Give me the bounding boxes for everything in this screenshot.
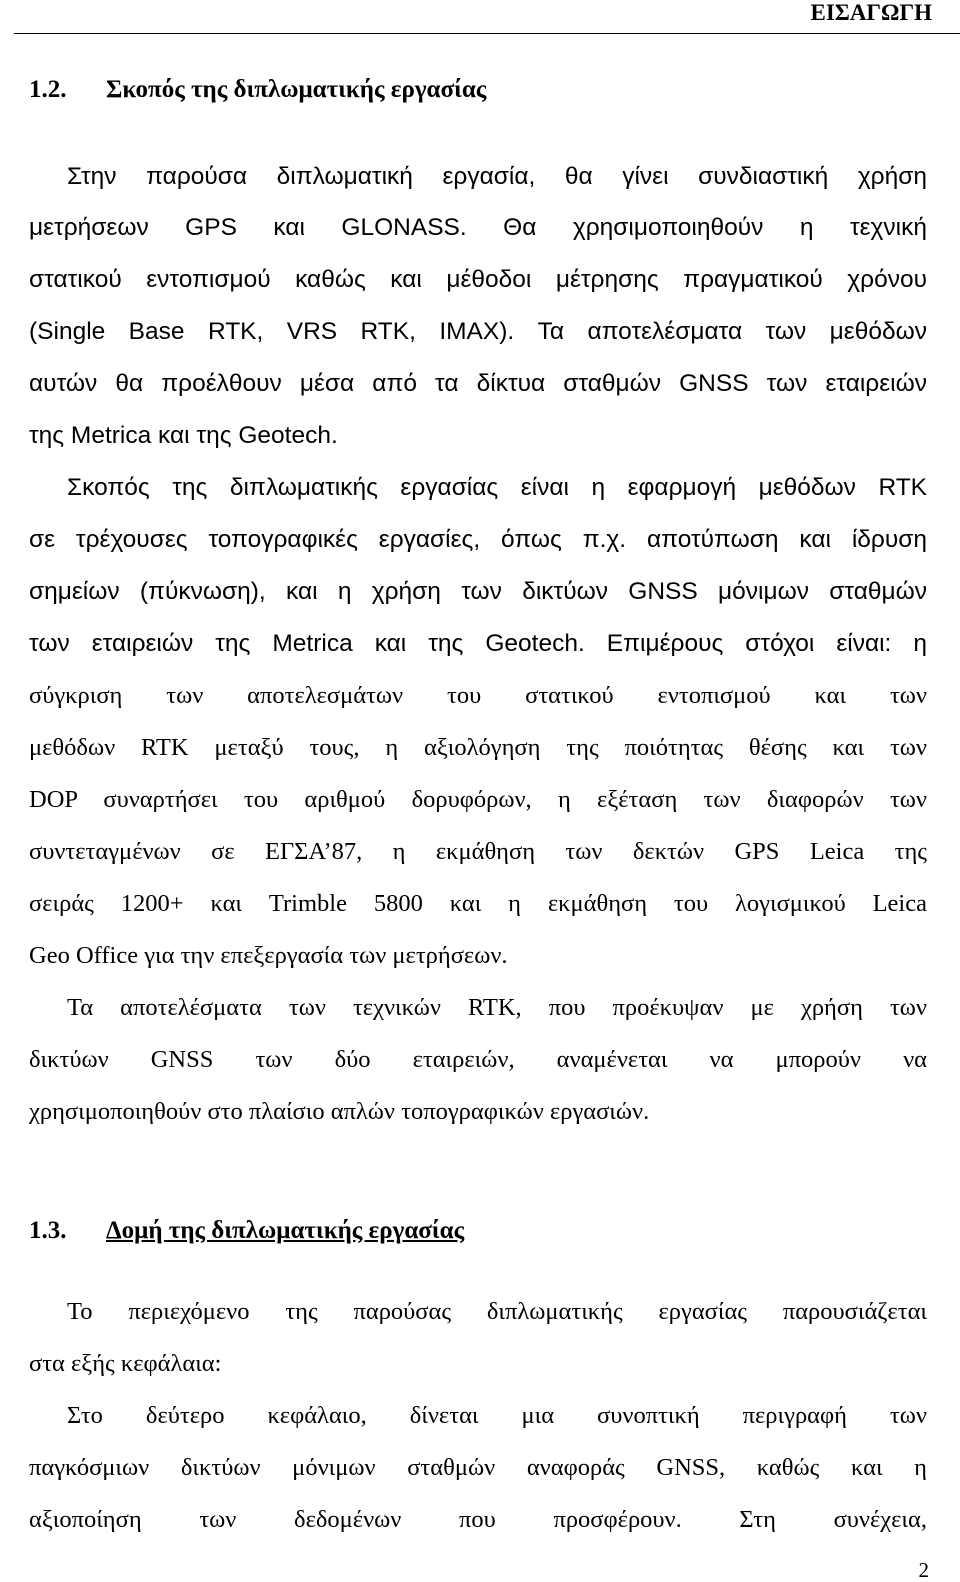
paragraph-line: των εταιρειών της Metrica και της Geotech. Επιμέρους στόχοι είναι: η xyxy=(29,630,927,657)
paragraph-line: αξιοποίηση των δεδομένων που προσφέρουν. Στη συνέχεια, xyxy=(29,1506,927,1533)
paragraph-line: Geo Office για την επεξεργασία των μετρήσεων. xyxy=(29,942,508,969)
page-number: 2 xyxy=(918,1558,929,1582)
paragraph-line: στα εξής κεφάλαια: xyxy=(29,1350,222,1377)
section-title: Σκοπός της διπλωματικής εργασίας xyxy=(106,76,487,103)
paragraph-line: Το περιεχόμενο της παρούσας διπλωματικής εργασίας παρουσιάζεται xyxy=(67,1298,927,1325)
paragraph-line: σύγκριση των αποτελεσμάτων του στατικού εντοπισμού και των xyxy=(29,682,927,709)
paragraph-line: στατικού εντοπισμού καθώς και μέθοδοι μέτρησης πραγματικού χρόνου xyxy=(29,266,927,293)
paragraph-line: μετρήσεων GPS και GLONASS. Θα χρησιμοποιηθούν η τεχνική xyxy=(29,214,927,241)
paragraph-line: Στο δεύτερο κεφάλαιο, δίνεται μια συνοπτική περιγραφή των xyxy=(67,1402,927,1429)
section-title: Δομή της διπλωματικής εργασίας xyxy=(106,1217,465,1244)
paragraph-line: δικτύων GNSS των δύο εταιρειών, αναμένεται να μπορούν να xyxy=(29,1046,927,1073)
section-heading-1-2 xyxy=(29,75,486,105)
paragraph-line: μεθόδων RTK μεταξύ τους, η αξιολόγηση της ποιότητας θέσης και των xyxy=(29,734,927,761)
paragraph-line: συντεταγμένων σε ΕΓΣΑ’87, η εκμάθηση των δεκτών GPS Leica της xyxy=(29,838,927,865)
paragraph-line: παγκόσμιων δικτύων μόνιμων σταθμών αναφοράς GNSS, καθώς και η xyxy=(29,1454,927,1481)
section-number: 1.3. xyxy=(29,1217,67,1244)
paragraph-line: αυτών θα προέλθουν μέσα από τα δίκτυα σταθμών GNSS των εταιρειών xyxy=(29,370,927,397)
section-heading-1-3 xyxy=(29,1216,464,1246)
paragraph-line: (Single Base RTK, VRS RTK, IMAX). Τα αποτελέσματα των μεθόδων xyxy=(29,318,927,345)
paragraph-line: Τα αποτελέσματα των τεχνικών RTK, που προέκυψαν με χρήση των xyxy=(67,994,927,1021)
section-number: 1.2. xyxy=(29,76,67,103)
running-header: ΕΙΣΑΓΩΓΗ xyxy=(810,0,932,25)
header-rule xyxy=(14,33,960,34)
paragraph-line: Σκοπός της διπλωματικής εργασίας είναι η εφαρμογή μεθόδων RTK xyxy=(67,474,927,501)
paragraph-line: σημείων (πύκνωση), και η χρήση των δικτύων GNSS μόνιμων σταθμών xyxy=(29,578,927,605)
paragraph-line: χρησιμοποιηθούν στο πλαίσιο απλών τοπογραφικών εργασιών. xyxy=(29,1098,650,1125)
paragraph-line: σειράς 1200+ και Trimble 5800 και η εκμάθηση του λογισμικού Leica xyxy=(29,890,927,917)
paragraph-line: της Metrica και της Geotech. xyxy=(29,422,338,449)
paragraph-line: DOP συναρτήσει του αριθμού δορυφόρων, η εξέταση των διαφορών των xyxy=(29,786,927,813)
paragraph-line: σε τρέχουσες τοπογραφικές εργασίες, όπως π.χ. αποτύπωση και ίδρυση xyxy=(29,526,927,553)
paragraph-line: Στην παρούσα διπλωματική εργασία, θα γίνει συνδιαστική χρήση xyxy=(67,163,927,190)
